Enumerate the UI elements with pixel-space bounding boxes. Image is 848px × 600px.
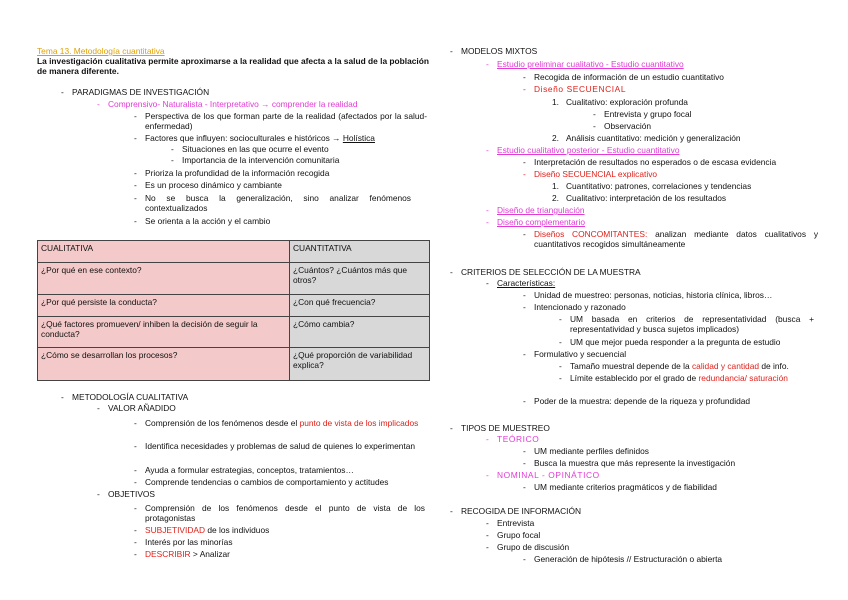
mixto-1b: - Diseño SECUENCIAL bbox=[534, 84, 626, 94]
criterio-3b-text: Límite establecido por el grado de bbox=[570, 373, 699, 383]
table-cell: ¿Cómo se desarrollan los procesos? bbox=[38, 348, 290, 381]
mixto-1b2: 2. Análisis cuantitativo: medición y generalización bbox=[552, 133, 741, 143]
tipo-2: - NOMINAL - OPINÁTICO bbox=[497, 470, 600, 480]
paradigma-item-2b: - Importancia de la intervención comunitaria bbox=[182, 155, 339, 165]
paradigma-item-1: - Perspectiva de los que forman parte de la realidad (afectados por la salud-enfermedad) bbox=[145, 111, 427, 131]
concomitantes-highlight: Diseños CONCOMITANTES: bbox=[534, 229, 648, 239]
tipo-1: - TEÓRICO bbox=[497, 434, 539, 444]
objetivo-item-2-text: de los individuos bbox=[205, 525, 270, 535]
recogida-1: - Entrevista bbox=[497, 518, 534, 528]
mixto-4a bbox=[534, 229, 818, 249]
comparison-table bbox=[37, 240, 430, 381]
mixto-2: - Estudio cualitativo posterior - Estudio cuantitativo bbox=[497, 145, 679, 155]
tipo-2a: - UM mediante criterios pragmáticos y de fiabilidad bbox=[534, 482, 717, 492]
criterio-3a-suffix: de info. bbox=[759, 361, 789, 371]
redundancia-highlight: redundancia/ saturación bbox=[698, 373, 788, 383]
valor-item-1-text: Comprensión de los fenómenos desde el bbox=[145, 418, 300, 428]
tipos-heading: - TIPOS DE MUESTREO bbox=[461, 423, 550, 433]
valor-item-2: - Identifica necesidades y problemas de salud de quienes lo experimentan bbox=[145, 441, 425, 451]
table-header-row bbox=[38, 241, 430, 263]
mixto-1b2-text: Análisis cuantitativo: medición y generalización bbox=[565, 133, 741, 143]
objetivo-item-1: - Comprensión de los fenómenos desde el punto de vista de los protagonistas bbox=[145, 503, 425, 523]
mixto-1b1a: - Entrevista y grupo focal bbox=[604, 109, 692, 119]
describir-highlight: DESCRIBIR bbox=[145, 549, 191, 559]
mixto-2b2: 2. Cualitativo: interpretación de los resultados bbox=[552, 193, 727, 203]
criterio-2b: - UM que mejor pueda responder a la pregunta de estudio bbox=[570, 337, 780, 347]
mixto-2b2-text: Cualitativo: interpretación de los resultados bbox=[565, 193, 727, 203]
criterios-heading: - CRITERIOS DE SELECCIÓN DE LA MUESTRA bbox=[461, 267, 641, 277]
mixto-1b1-text: Cualitativo: exploración profunda bbox=[565, 97, 688, 107]
criterio-3b bbox=[570, 373, 814, 383]
criterio-2a: - UM basada en criterios de representatividad (busca + representatividad y busca sujetos implicados) bbox=[570, 314, 814, 334]
recogida-3a: - Generación de hipótesis // Estructuración o abierta bbox=[534, 554, 722, 564]
subjetividad-highlight: SUBJETIVIDAD bbox=[145, 525, 206, 535]
mixto-2a: - Interpretación de resultados no esperados o de escasa evidencia bbox=[534, 157, 776, 167]
recogida-2: - Grupo focal bbox=[497, 530, 540, 540]
table-cell: ¿Cuántos? ¿Cuántos más que otros? bbox=[290, 263, 430, 295]
mixto-1: - Estudio preliminar cualitativo - Estudio cuantitativo bbox=[497, 59, 684, 69]
valor-item-1 bbox=[145, 418, 425, 428]
criterio-3a bbox=[570, 361, 789, 371]
tipo-1a: - UM mediante perfiles definidos bbox=[534, 446, 649, 456]
objetivo-item-3: - Interés por las minorías bbox=[145, 537, 233, 547]
mixto-2b: - Diseño SECUENCIAL explicativo bbox=[534, 169, 657, 179]
table-header-cuantitativa: CUANTITATIVA bbox=[290, 241, 430, 263]
paradigma-item-6: - Se orienta a la acción y el cambio bbox=[145, 216, 270, 226]
table-cell: ¿Por qué en ese contexto? bbox=[38, 263, 290, 295]
metodologia-heading: - METODOLOGÍA CUALITATIVA bbox=[72, 392, 188, 402]
paradigma-item-2-text: Factores que influyen: socioculturales e históricos → bbox=[145, 133, 343, 143]
table-header-cualitativa: CUALITATIVA bbox=[38, 241, 290, 263]
objetivo-item-4-text: > Analizar bbox=[190, 549, 230, 559]
recogida-heading: - RECOGIDA DE INFORMACIÓN bbox=[461, 506, 581, 516]
objetivo-item-4 bbox=[145, 549, 230, 559]
mixto-4: - Diseño complementario bbox=[497, 217, 585, 227]
mixto-1b1: 1. Cualitativo: exploración profunda bbox=[552, 97, 688, 107]
valor-item-1-highlight: punto de vista de los implicados bbox=[299, 418, 419, 428]
valor-item-3: - Ayuda a formular estrategias, conceptos, tratamientos… bbox=[145, 465, 354, 475]
mixto-1b1b: - Observación bbox=[604, 121, 651, 131]
recogida-3: - Grupo de discusión bbox=[497, 542, 569, 552]
mixtos-heading: - MODELOS MIXTOS bbox=[461, 46, 537, 56]
paradigma-item-3: - Prioriza la profundidad de la información recogida bbox=[145, 168, 329, 178]
table-row bbox=[38, 348, 430, 381]
table-row bbox=[38, 295, 430, 317]
criterio-3a-text: Tamaño muestral depende de la bbox=[570, 361, 692, 371]
table-row bbox=[38, 263, 430, 295]
table-cell: ¿Cómo cambia? bbox=[290, 317, 430, 348]
table-row bbox=[38, 317, 430, 348]
objetivo-item-2 bbox=[145, 525, 269, 535]
criterio-1: - Unidad de muestreo: personas, noticias, historia clínica, libros… bbox=[534, 290, 772, 300]
mixto-1a: - Recogida de información de un estudio cuantitativo bbox=[534, 72, 724, 82]
paradigmas-sub: - Comprensivo- Naturalista - Interpretativo → comprender la realidad bbox=[108, 99, 358, 109]
paradigma-item-4: - Es un proceso dinámico y cambiante bbox=[145, 180, 282, 190]
tipo-1b: - Busca la muestra que más represente la investigación bbox=[534, 458, 735, 468]
valor-heading: - VALOR AÑADIDO bbox=[108, 403, 176, 413]
mixto-2b1-text: Cuantitativo: patrones, correlaciones y tendencias bbox=[565, 181, 752, 191]
caracteristicas-label: - Características: bbox=[497, 278, 555, 288]
criterio-4: - Poder de la muestra: depende de la riqueza y profundidad bbox=[534, 396, 750, 406]
table-cell: ¿Qué factores promueven/ inhiben la decisión de seguir la conducta? bbox=[38, 317, 290, 348]
table-cell: ¿Por qué persiste la conducta? bbox=[38, 295, 290, 317]
calidad-cantidad-highlight: calidad y cantidad bbox=[691, 361, 760, 371]
mixto-3: - Diseño de triangulación bbox=[497, 205, 585, 215]
paradigma-item-2 bbox=[145, 133, 375, 143]
holistica-term: Holística bbox=[342, 133, 375, 143]
paradigma-item-5: - No se busca la generalización, sino analizar fenómenos contextualizados bbox=[145, 193, 411, 213]
intro-paragraph: La investigación cualitativa permite aproximarse a la realidad que afecta a la salud de la población de manera diferente. bbox=[37, 56, 429, 76]
mixto-2b1: 1. Cuantitativo: patrones, correlaciones y tendencias bbox=[552, 181, 752, 191]
criterio-3: - Formulativo y secuencial bbox=[534, 349, 626, 359]
table-cell: ¿Qué proporción de variabilidad explica? bbox=[290, 348, 430, 381]
valor-item-4: - Comprende tendencias o cambios de comportamiento y actitudes bbox=[145, 477, 388, 487]
mixto-4a-text: analizan mediante datos cualitativos y cuantitativos recogidos simultáneamente bbox=[534, 229, 819, 249]
table-cell: ¿Con qué frecuencia? bbox=[290, 295, 430, 317]
paradigma-item-2a: - Situaciones en las que ocurre el evento bbox=[182, 144, 329, 154]
page-title: Tema 13. Metodología cuantitativa bbox=[37, 46, 165, 56]
criterio-2: - Intencionado y razonado bbox=[534, 302, 626, 312]
paradigmas-heading: - PARADIGMAS DE INVESTIGACIÓN bbox=[72, 87, 209, 97]
objetivos-heading: - OBJETIVOS bbox=[108, 489, 155, 499]
